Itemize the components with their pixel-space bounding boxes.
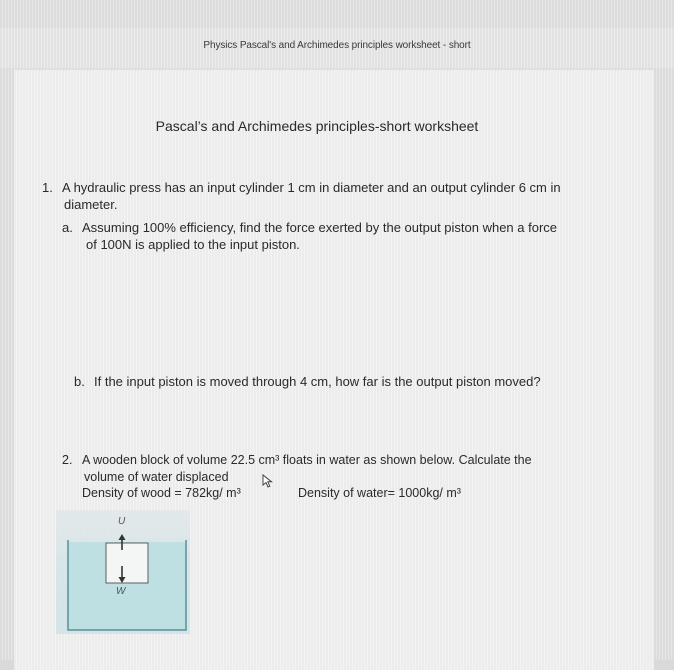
wooden-block [106, 543, 148, 583]
worksheet-title: Pascal’s and Archimedes principles-short worksheet [155, 118, 479, 134]
question-1a-line2: of 100N is applied to the input piston. [86, 237, 300, 252]
question-1a-label: a. [62, 220, 73, 235]
question-1a-line1: Assuming 100% efficiency, find the force exerted by the output piston when a force [82, 220, 558, 235]
question-2-line2: volume of water displaced [84, 470, 229, 484]
question-1b-label: b. [74, 374, 85, 389]
floating-block-diagram [56, 510, 190, 634]
question-2-line1: A wooden block of volume 22.5 cm³ floats in water as shown below. Calculate the [82, 453, 532, 467]
density-water: Density of water= 1000kg/ m³ [298, 486, 461, 500]
density-wood: Density of wood = 782kg/ m³ [82, 486, 241, 500]
question-1-line1: A hydraulic press has an input cylinder 1 cm in diameter and an output cylinder 6 cm in [62, 180, 561, 195]
header-title: Physics Pascal's and Archimedes principles worksheet - short [203, 40, 471, 51]
question-1b [74, 373, 614, 390]
question-1b-text: If the input piston is moved through 4 cm, how far is the output piston moved? [94, 374, 541, 389]
question-2 [62, 452, 602, 486]
question-1-number: 1. [42, 180, 53, 195]
mouse-pointer-icon [262, 474, 274, 488]
question-1a [62, 219, 612, 253]
question-2-number: 2. [62, 453, 73, 467]
upthrust-arrowhead [119, 534, 126, 540]
upthrust-label: U [118, 516, 126, 527]
weight-label: W [116, 586, 126, 597]
tank-drawing [56, 510, 190, 634]
question-1 [42, 179, 612, 213]
question-1-line2: diameter. [64, 197, 118, 212]
